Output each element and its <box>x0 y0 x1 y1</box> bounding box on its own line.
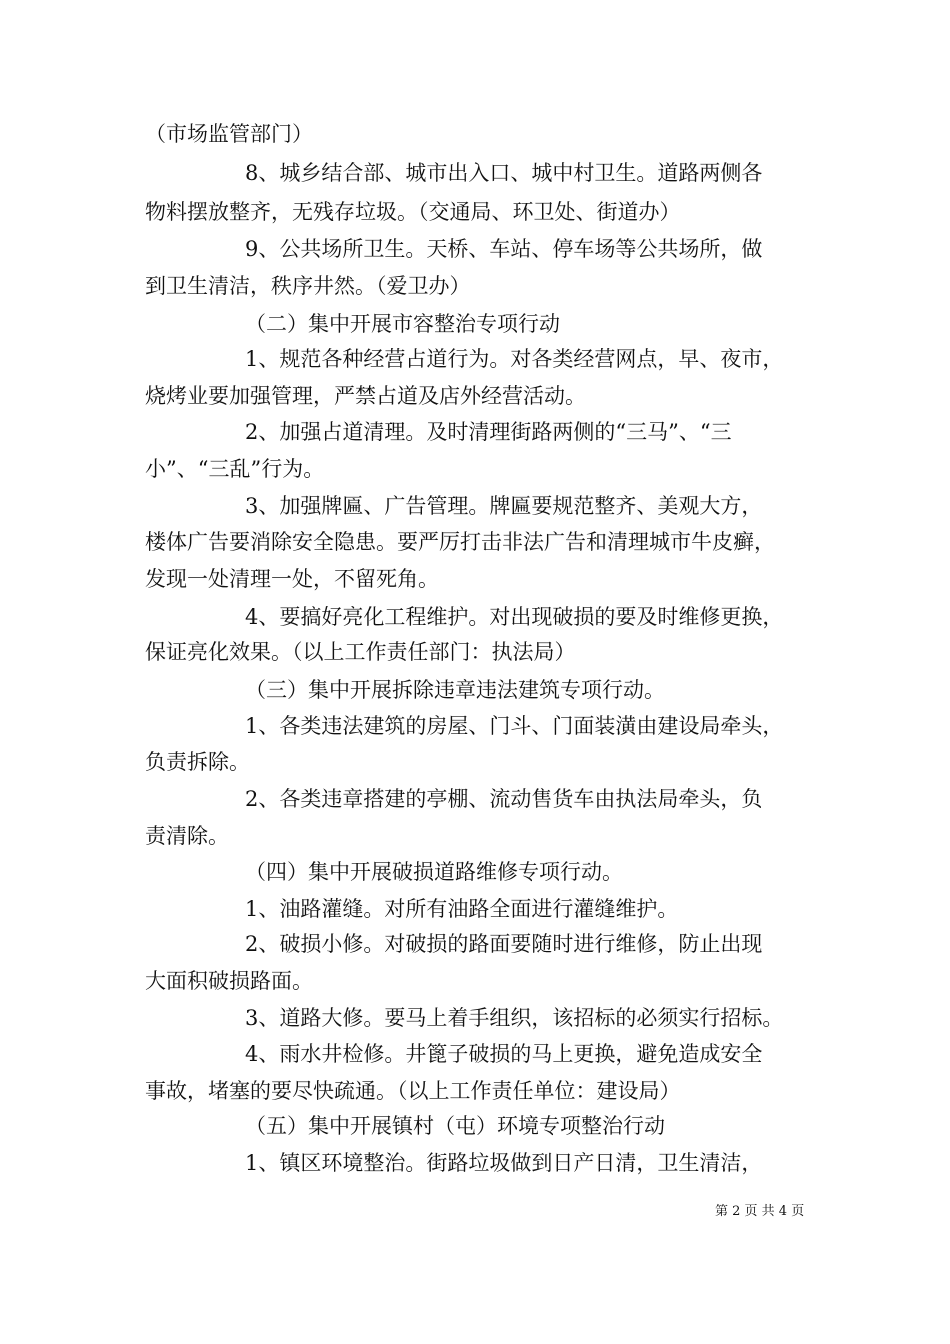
text-line: 9、公共场所卫生。天桥、车站、停车场等公共场所，做 <box>245 237 763 261</box>
text-line: 3、道路大修。要马上着手组织，该招标的必须实行招标。 <box>245 1006 784 1030</box>
text-line: 小”、“三乱”行为。 <box>145 457 325 481</box>
text-line: 发现一处清理一处，不留死角。 <box>145 567 439 591</box>
text-line: 2、加强占道清理。及时清理街路两侧的“三马”、“三 <box>245 420 732 444</box>
page-number-footer: 第 2 页 共 4 页 <box>715 1204 805 1219</box>
text-line: 大面积破损路面。 <box>145 969 313 993</box>
text-line: 保证亮化效果。（以上工作责任部门：执法局） <box>145 640 576 664</box>
text-line: 1、规范各种经营占道行为。对各类经营网点，早、夜市， <box>245 347 784 371</box>
section-heading: （三）集中开展拆除违章违法建筑专项行动。 <box>245 678 665 702</box>
section-heading: （五）集中开展镇村（屯）环境专项整治行动 <box>245 1114 665 1138</box>
text-line: 8、城乡结合部、城市出入口、城中村卫生。道路两侧各 <box>245 161 763 185</box>
text-line: 到卫生清洁，秩序井然。（爱卫办） <box>145 274 471 298</box>
text-line: 4、雨水井检修。井篦子破损的马上更换，避免造成安全 <box>245 1042 763 1066</box>
text-line: 4、要搞好亮化工程维护。对出现破损的要及时维修更换， <box>245 605 784 629</box>
text-line: 楼体广告要消除安全隐患。要严厉打击非法广告和清理城市牛皮癣， <box>145 530 775 554</box>
section-heading: （二）集中开展市容整治专项行动 <box>245 312 560 336</box>
text-line: 责清除。 <box>145 824 229 848</box>
text-line: 物料摆放整齐，无残存垃圾。（交通局、环卫处、街道办） <box>145 200 681 224</box>
text-line: 3、加强牌匾、广告管理。牌匾要规范整齐、美观大方， <box>245 494 763 518</box>
section-heading: （四）集中开展破损道路维修专项行动。 <box>245 860 623 884</box>
text-line: 1、各类违法建筑的房屋、门斗、门面装潢由建设局牵头， <box>245 714 784 738</box>
text-line: 事故，堵塞的要尽快疏通。（以上工作责任单位：建设局） <box>145 1079 681 1103</box>
text-line: 1、油路灌缝。对所有油路全面进行灌缝维护。 <box>245 897 679 921</box>
text-line: 负责拆除。 <box>145 750 250 774</box>
text-line: 1、镇区环境整治。街路垃圾做到日产日清，卫生清洁， <box>245 1151 763 1175</box>
text-line: 2、各类违章搭建的亭棚、流动售货车由执法局牵头，负 <box>245 787 763 811</box>
text-line: （市场监管部门） <box>145 122 313 146</box>
text-line: 2、破损小修。对破损的路面要随时进行维修，防止出现 <box>245 932 763 956</box>
text-line: 烧烤业要加强管理，严禁占道及店外经营活动。 <box>145 384 586 408</box>
